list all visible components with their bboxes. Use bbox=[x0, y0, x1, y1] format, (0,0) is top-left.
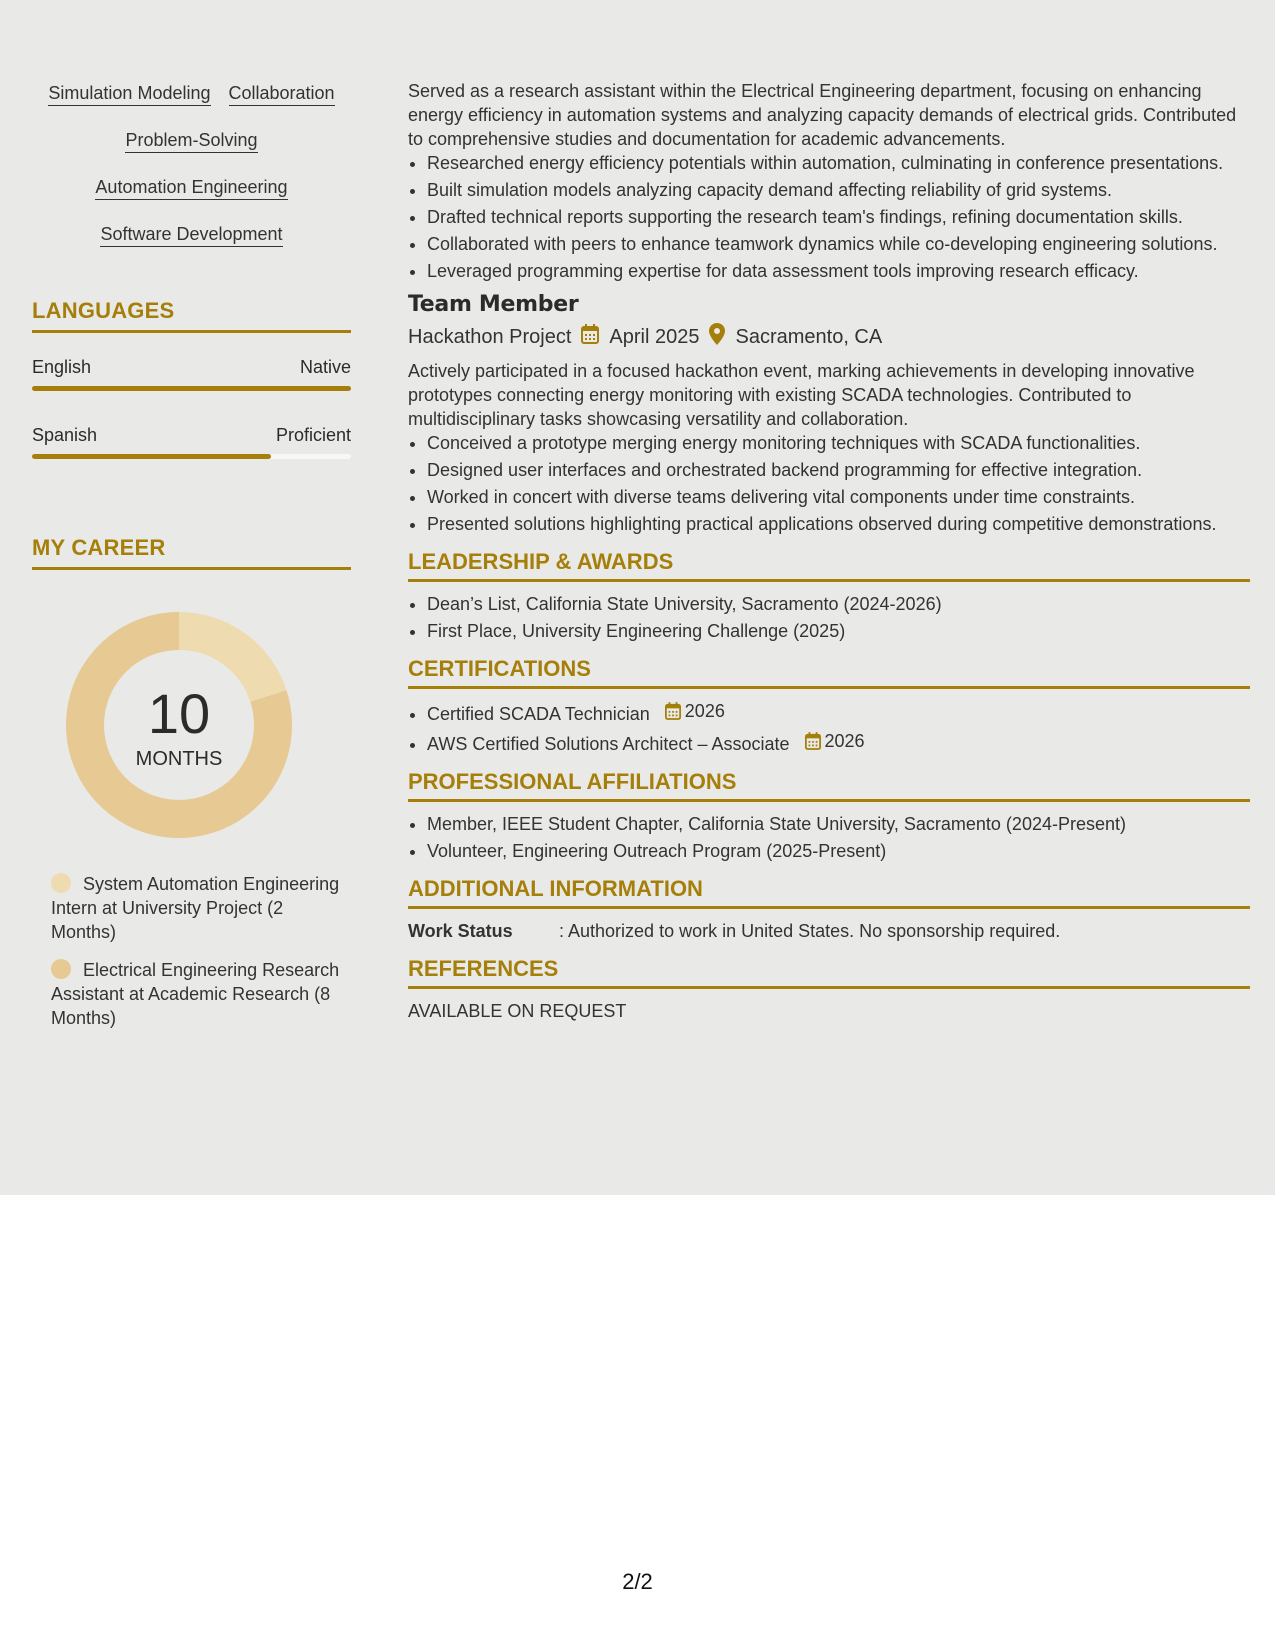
job-title: Team Member bbox=[408, 292, 579, 317]
language-item bbox=[32, 425, 351, 459]
page-number: 2/2 bbox=[622, 1569, 653, 1594]
legend-label: Electrical Engineering Research Assistant at Academic Research (8 Months) bbox=[51, 960, 340, 1028]
legend-dot bbox=[51, 873, 71, 893]
affiliations-list bbox=[408, 812, 1250, 863]
career-heading: MY CAREER bbox=[32, 535, 351, 570]
list-item: • Dean’s List, California State University, Sacramento (2024-2026) bbox=[427, 592, 1250, 616]
certifications-heading: CERTIFICATIONS bbox=[408, 657, 1250, 689]
legend-item bbox=[51, 872, 341, 944]
skill-row bbox=[32, 82, 351, 106]
job-bullets bbox=[408, 151, 1250, 283]
language-level: Native bbox=[299, 357, 351, 377]
list-item: • Designed user interfaces and orchestrated backend programming for effective integration. bbox=[427, 458, 1250, 482]
list-item: • Drafted technical reports supporting the research team's findings, refining documentation skills. bbox=[427, 205, 1250, 229]
language-level-fill bbox=[32, 386, 351, 391]
references-text: AVAILABLE ON REQUEST bbox=[408, 1001, 627, 1021]
career-legend bbox=[51, 872, 341, 1030]
list-item: • Volunteer, Engineering Outreach Program (2025-Present) bbox=[427, 839, 1250, 863]
job-description: Served as a research assistant within the Electrical Engineering department, focusing on enhancing energy efficiency in automation systems and analyzing capacity demands of electrical grids. Contributed to comprehensive studies and documentation for academic advancements. bbox=[408, 81, 1237, 149]
work-status-row bbox=[408, 919, 1250, 943]
job-bullets bbox=[408, 431, 1250, 536]
list-item: • Leveraged programming expertise for data assessment tools improving research efficacy. bbox=[427, 259, 1250, 283]
work-status-label: Work Status bbox=[408, 921, 513, 941]
skill-tag: Software Development bbox=[100, 223, 282, 247]
list-item: • Member, IEEE Student Chapter, California State University, Sacramento (2024-Present) bbox=[427, 812, 1250, 836]
career-total-unit: MONTHS bbox=[135, 748, 223, 770]
legend-item bbox=[51, 958, 341, 1030]
skill-tag: Simulation Modeling bbox=[48, 82, 210, 106]
language-name: English bbox=[32, 357, 92, 377]
left-column bbox=[32, 82, 351, 1044]
legend-label: System Automation Engineering Intern at University Project (2 Months) bbox=[51, 874, 340, 942]
list-item: • Researched energy efficiency potentials within automation, culminating in conference presentations. bbox=[427, 151, 1250, 175]
certifications-list bbox=[408, 699, 1250, 756]
list-item: • First Place, University Engineering Challenge (2025) bbox=[427, 619, 1250, 643]
language-item bbox=[32, 357, 351, 391]
additional-info-heading: ADDITIONAL INFORMATION bbox=[408, 877, 1250, 909]
language-name: Spanish bbox=[32, 425, 98, 445]
calendar-icon bbox=[581, 324, 599, 350]
career-donut-chart bbox=[66, 612, 292, 838]
work-status-value: : Authorized to work in United States. No sponsorship required. bbox=[559, 921, 1061, 941]
languages-heading: LANGUAGES bbox=[32, 298, 351, 333]
legend-dot bbox=[51, 959, 71, 979]
calendar-icon bbox=[805, 732, 821, 750]
skill-row bbox=[32, 176, 351, 200]
job-location: Sacramento, CA bbox=[735, 326, 883, 348]
skill-tag: Problem-Solving bbox=[125, 129, 257, 153]
skill-row bbox=[32, 129, 351, 153]
location-pin-icon bbox=[709, 323, 725, 351]
list-item: • Presented solutions highlighting practical applications observed during competitive demonstrations. bbox=[427, 512, 1250, 536]
job-date: April 2025 bbox=[609, 326, 700, 348]
skill-tag: Automation Engineering bbox=[95, 176, 287, 200]
job-meta bbox=[408, 323, 1250, 351]
cert-name: AWS Certified Solutions Architect – Associate bbox=[427, 734, 790, 754]
cert-year: 2026 bbox=[684, 701, 725, 721]
career-total-number: 10 bbox=[147, 682, 211, 745]
language-level: Proficient bbox=[275, 425, 351, 445]
leadership-list bbox=[408, 592, 1250, 643]
right-column bbox=[408, 79, 1250, 1023]
references-heading: REFERENCES bbox=[408, 957, 1250, 989]
affiliations-heading: PROFESSIONAL AFFILIATIONS bbox=[408, 770, 1250, 802]
language-level-bar bbox=[32, 454, 351, 459]
skills-list bbox=[32, 82, 351, 247]
list-item: • Collaborated with peers to enhance teamwork dynamics while co-developing engineering solutions. bbox=[427, 232, 1250, 256]
list-item bbox=[427, 699, 1250, 726]
list-item: • Worked in concert with diverse teams delivering vital components under time constraints. bbox=[427, 485, 1250, 509]
skill-tag: Collaboration bbox=[229, 82, 335, 106]
language-level-fill bbox=[32, 454, 271, 459]
leadership-heading: LEADERSHIP & AWARDS bbox=[408, 550, 1250, 582]
skill-row bbox=[32, 223, 351, 247]
calendar-icon bbox=[665, 702, 681, 720]
cert-year: 2026 bbox=[824, 731, 865, 751]
language-level-bar bbox=[32, 386, 351, 391]
list-item: • Conceived a prototype merging energy monitoring techniques with SCADA functionalities. bbox=[427, 431, 1250, 455]
cert-name: Certified SCADA Technician bbox=[427, 704, 650, 724]
job-description: Actively participated in a focused hackathon event, marking achievements in developing innovative prototypes connecting energy monitoring with existing SCADA technologies. Contributed to multidisciplinary tasks showcasing versatility and collaboration. bbox=[408, 361, 1195, 429]
job-org: Hackathon Project bbox=[408, 326, 572, 348]
list-item bbox=[427, 729, 1250, 756]
list-item: • Built simulation models analyzing capacity demand affecting reliability of grid systems. bbox=[427, 178, 1250, 202]
